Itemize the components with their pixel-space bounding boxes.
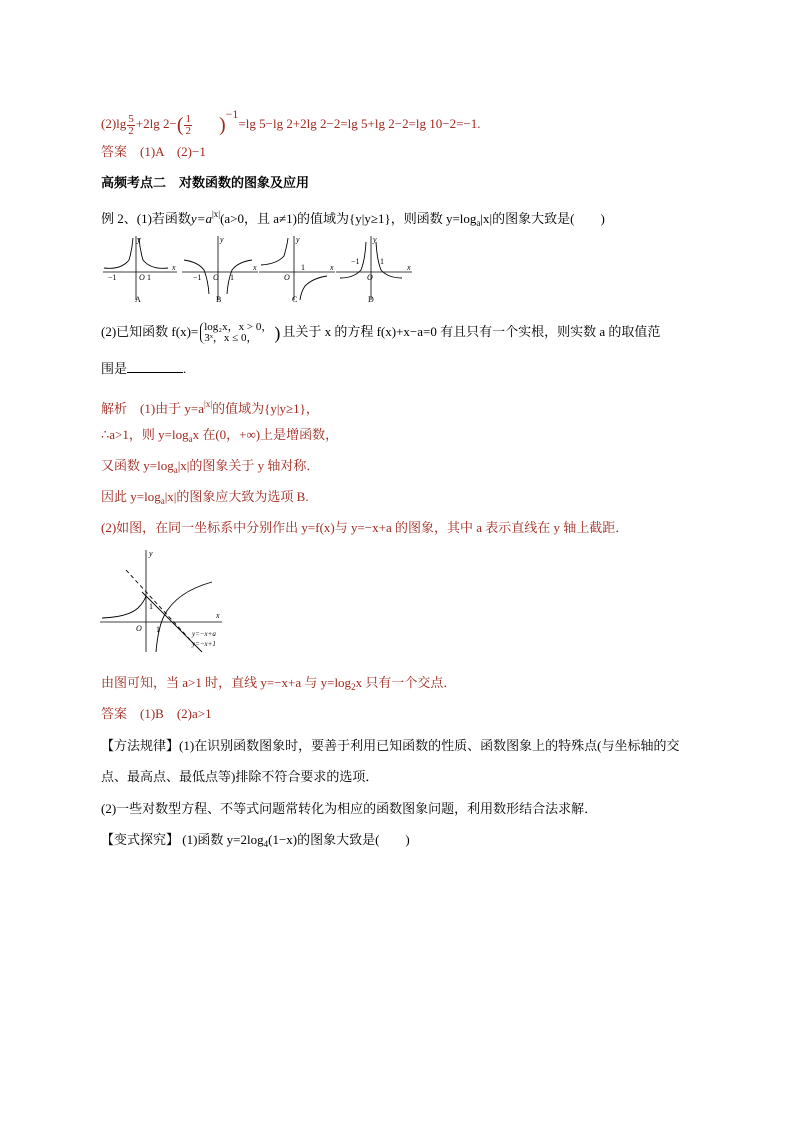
option-graph-c xyxy=(257,232,337,304)
analysis-line-4 xyxy=(101,488,309,510)
graph-a-origin: O xyxy=(139,273,145,282)
calc-line xyxy=(101,105,481,137)
piece-case1: log₂x，x > 0， xyxy=(204,321,273,333)
fraction-1-2 xyxy=(184,114,192,137)
svg-text:O: O xyxy=(367,273,373,282)
calc-result: =lg 5−lg 2+2lg 2−2=lg 5+lg 2−2=lg 10−2=−1. xyxy=(238,116,481,131)
conclusion-a: 由图可知，当 a>1 时，直线 y=−x+a 与 y=log xyxy=(101,675,352,690)
variant-sub: 4 xyxy=(263,839,269,849)
svg-text:1: 1 xyxy=(301,263,305,272)
svg-text:−1: −1 xyxy=(351,257,360,266)
answer-1: 答案 (1)A (2)−1 xyxy=(101,144,206,159)
analysis-1a: 解析 (1)由于 y=a xyxy=(101,401,205,416)
solution-line2-label: y=−x+1 xyxy=(192,640,216,648)
svg-text:y: y xyxy=(373,235,377,244)
fraction-5-2 xyxy=(127,114,135,137)
example-sup: |x| xyxy=(211,209,221,219)
calc-mid: +2lg 2− xyxy=(135,116,177,131)
method-line-2: 点、最高点、最低点等)排除不符合要求的选项． xyxy=(101,769,379,784)
solution-one-y: 1 xyxy=(149,602,153,611)
example-b: y=a xyxy=(190,211,212,226)
variant-b: (1−x)的图象大致是( ) xyxy=(268,832,410,847)
svg-text:1: 1 xyxy=(230,273,234,282)
piecewise-brace xyxy=(200,322,272,344)
option-graph-d xyxy=(334,232,414,304)
svg-text:O: O xyxy=(284,273,290,282)
example-a: 例 2、(1)若函数 xyxy=(101,211,191,226)
svg-text:y: y xyxy=(296,235,300,244)
svg-text:1: 1 xyxy=(380,257,384,266)
option-a-label: A xyxy=(135,295,141,304)
example-line xyxy=(101,205,605,232)
svg-text:x: x xyxy=(253,263,257,272)
paren-open: ( xyxy=(176,114,184,137)
analysis-3sub: a xyxy=(173,465,178,475)
solution-one-x: 1 xyxy=(156,625,160,634)
svg-text:x: x xyxy=(330,263,334,272)
answer-blank xyxy=(127,360,183,373)
analysis-2sub: a xyxy=(188,434,193,444)
analysis-line-2 xyxy=(101,426,338,448)
analysis-3a: 又函数 y=log xyxy=(101,458,174,473)
piece-case2: 3ˣ，x ≤ 0， xyxy=(204,332,258,344)
analysis-1b: 的值域为{y|y≥1}， xyxy=(212,401,319,416)
svg-text:y: y xyxy=(220,235,224,244)
frac1-num: 5 xyxy=(128,112,134,125)
option-graph-b xyxy=(180,232,260,304)
frac2-den: 2 xyxy=(185,124,191,137)
paren-close: ) xyxy=(218,114,226,137)
solution-x-label: x xyxy=(216,611,220,620)
conclusion-b: x 只有一个交点． xyxy=(355,675,457,690)
svg-text:O: O xyxy=(213,273,219,282)
conclusion-sub: 2 xyxy=(351,682,356,692)
example-sub: a xyxy=(476,218,481,228)
part2-line xyxy=(101,322,660,344)
graph-a-x-label: x xyxy=(172,263,176,272)
analysis-2b: x 在(0，+∞)上是增函数， xyxy=(192,427,339,442)
example-c: (a>0，且 a≠1)的值域为{y|y≥1}，则函数 y=log xyxy=(220,211,477,226)
piece-close: ) xyxy=(274,323,281,343)
section-title: 高频考点二 对数函数的图象及应用 xyxy=(101,176,310,191)
example-d: |x|的图象大致是( ) xyxy=(480,211,605,226)
part2-line2 xyxy=(101,360,186,378)
calc-exp: −1 xyxy=(225,107,239,121)
part2-b: 且关于 x 的方程 f(x)+x−a=0 有且只有一个实根，则实数 a 的取值范 xyxy=(282,323,661,339)
part2-end: . xyxy=(183,361,187,376)
method-line-3: (2)一些对数型方程、不等式问题常转化为相应的函数图象问题，利用数形结合法求解． xyxy=(101,801,598,816)
solution-y-label: y xyxy=(149,549,153,558)
option-d-label: D xyxy=(368,295,374,304)
analysis-line-1 xyxy=(101,395,319,418)
conclusion-line xyxy=(101,674,456,696)
graph-a-y-label: y xyxy=(137,235,141,244)
analysis-4sub: a xyxy=(160,496,165,506)
analysis-2a: ∴a>1，则 y=log xyxy=(101,427,189,442)
calc-prefix: (2)lg xyxy=(101,116,127,131)
part2-a: (2)已知函数 f(x)= xyxy=(101,323,199,339)
option-graph-a xyxy=(101,232,179,304)
answer-2: 答案 (1)B (2)a>1 xyxy=(101,706,212,721)
graph-a-one: 1 xyxy=(147,273,151,282)
analysis-4b: |x|的图象应大致为选项 B. xyxy=(164,489,309,504)
analysis-3b: |x|的图象关于 y 轴对称． xyxy=(177,458,320,473)
solution-line1-label: y=−x+a xyxy=(192,630,216,638)
analysis-1sup: |x| xyxy=(204,399,213,409)
analysis-line-5: (2)如图，在同一坐标系中分别作出 y=f(x)与 y=−x+a 的图象，其中 a 表示直线在 y 轴上截距． xyxy=(101,520,629,535)
variant-line xyxy=(101,831,410,853)
graph-a-neg-one: −1 xyxy=(108,273,117,282)
solution-graph xyxy=(98,548,238,658)
solution-origin: O xyxy=(136,624,142,633)
option-b-label: B xyxy=(216,295,222,304)
analysis-line-3 xyxy=(101,457,319,479)
frac2-num: 1 xyxy=(185,112,191,125)
method-line-1: 【方法规律】(1)在识别函数图象时，要善于利用已知函数的性质、函数图象上的特殊点(与坐标轴的交 xyxy=(101,738,680,753)
option-c-label: C xyxy=(292,295,298,304)
analysis-4a: 因此 y=log xyxy=(101,489,161,504)
variant-a: 【变式探究】 (1)函数 y=2log xyxy=(101,832,264,847)
part2-line2-text: 围是 xyxy=(101,361,128,376)
svg-text:x: x xyxy=(407,263,411,272)
frac1-den: 2 xyxy=(128,124,134,137)
svg-text:−1: −1 xyxy=(193,273,202,282)
